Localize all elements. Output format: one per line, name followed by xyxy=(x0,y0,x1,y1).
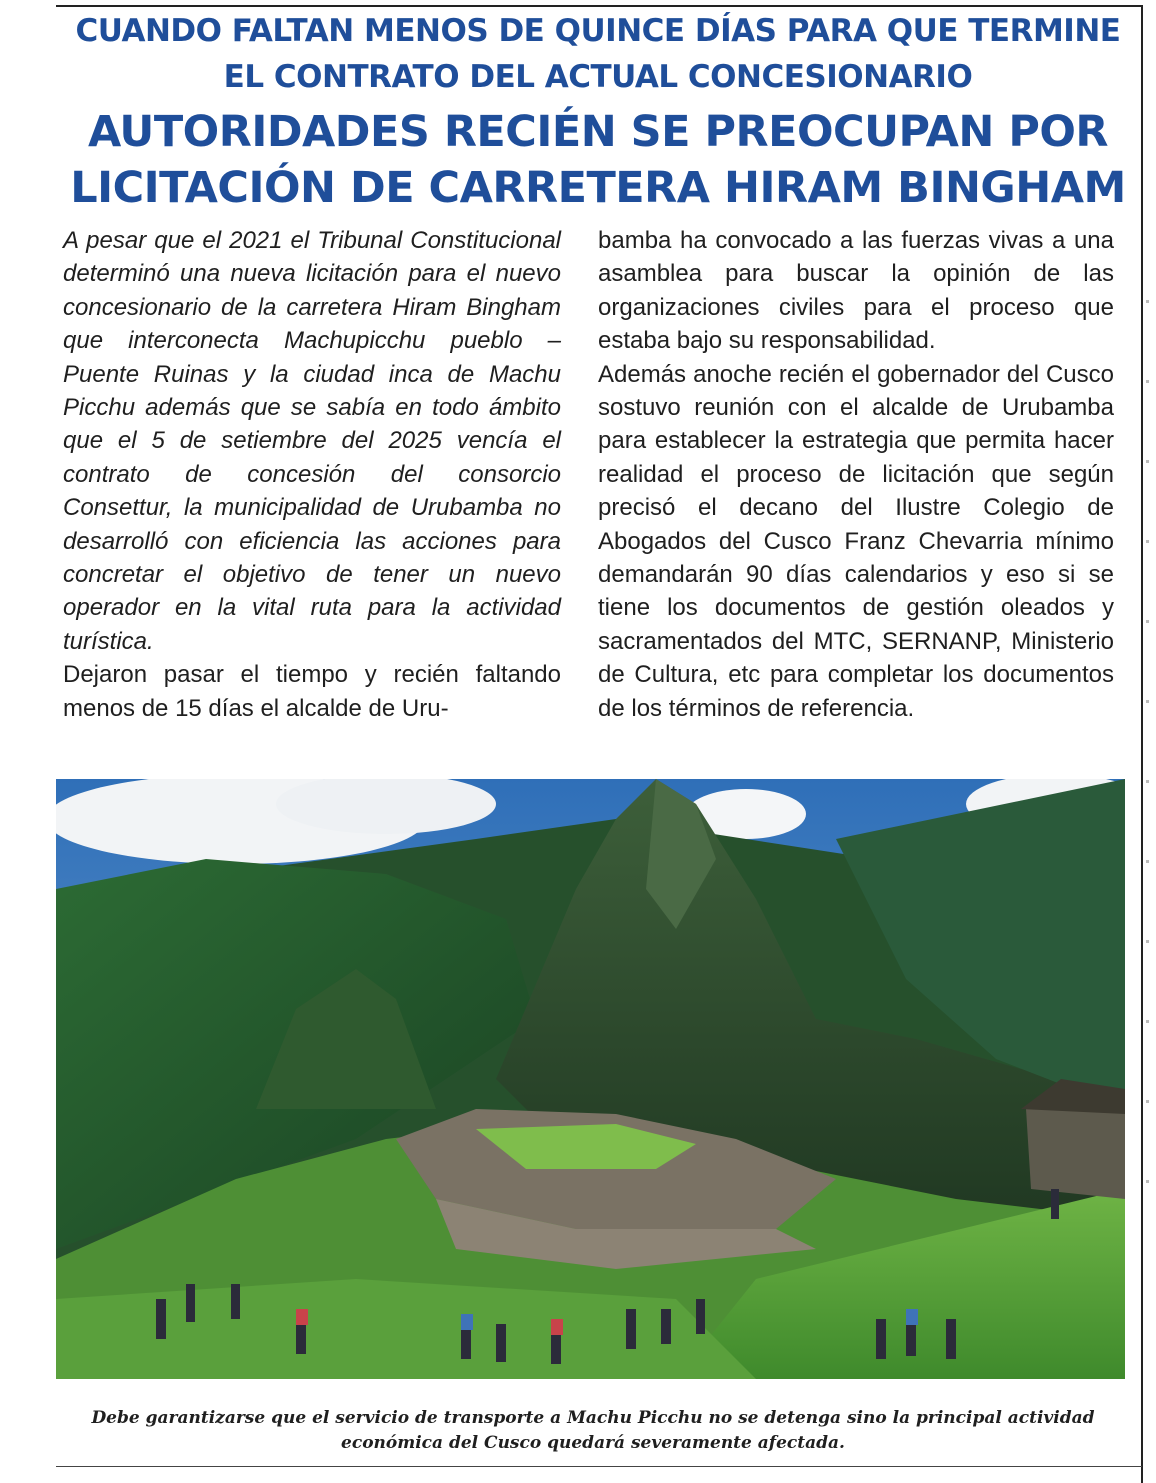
top-rule xyxy=(56,5,1142,7)
photo-caption: Debe garantizarse que el servicio de transporte a Machu Picchu no se detenga sino la principal actividad económica del Cusco quedará severamente afectada. xyxy=(91,1408,1095,1453)
right-column-rule xyxy=(1141,5,1143,1483)
article-kicker: CUANDO FALTAN MENOS DE QUINCE DÍAS PARA QUE TERMINE EL CONTRATO DEL ACTUAL CONCESIONARIO xyxy=(75,13,1121,95)
article-lead: A pesar que el 2021 el Tribunal Constitucional determinó una nueva licitación para el nuevo concesionario de la carretera Hiram Bingham que interconecta Machupicchu pueblo – Puente Ruinas y la ciudad inca de Machu Picchu además que se sabía en todo ámbito que el 5 de setiembre del 2025 vencía el contrato de concesión del consorcio Consettur, la municipalidad de Urubamba no desarrolló con eficiencia las acciones para concretar el objetivo de tener un nuevo operador en la vital ruta para la actividad turística. xyxy=(63,227,561,655)
bottom-rule xyxy=(56,1466,1142,1467)
article-paragraph-1-end: bamba ha convocado a las fuerzas vivas a una asamblea para buscar la opinión de las organizaciones civiles para el proceso que estaba bajo su responsabilidad. xyxy=(598,227,1114,355)
article-headline: AUTORIDADES RECIÉN SE PREOCUPAN POR LICITACIÓN DE CARRETERA HIRAM BINGHAM xyxy=(70,107,1126,213)
article-paragraph-1-start: Dejaron pasar el tiempo y recién faltando menos de 15 días el alcalde de Uru- xyxy=(63,661,561,722)
article-column-right xyxy=(598,224,1114,725)
page-edge-marks xyxy=(1146,300,1149,1200)
machu-picchu-photo xyxy=(56,779,1125,1379)
article-column-left xyxy=(63,224,561,725)
article-paragraph-2: Además anoche recién el gobernador del Cusco sostuvo reunión con el alcalde de Urubamba para establecer la estrategia que permita hacer realidad el proceso de licitación que según precisó el decano del Ilustre Colegio de Abogados del Cusco Franz Chevarria mínimo demandarán 90 días calendarios y eso si se tiene los documentos de gestión oleados y sacramentados del MTC, SERNANP, Ministerio de Cultura, etc para completar los documentos de los términos de referencia. xyxy=(598,360,1114,722)
